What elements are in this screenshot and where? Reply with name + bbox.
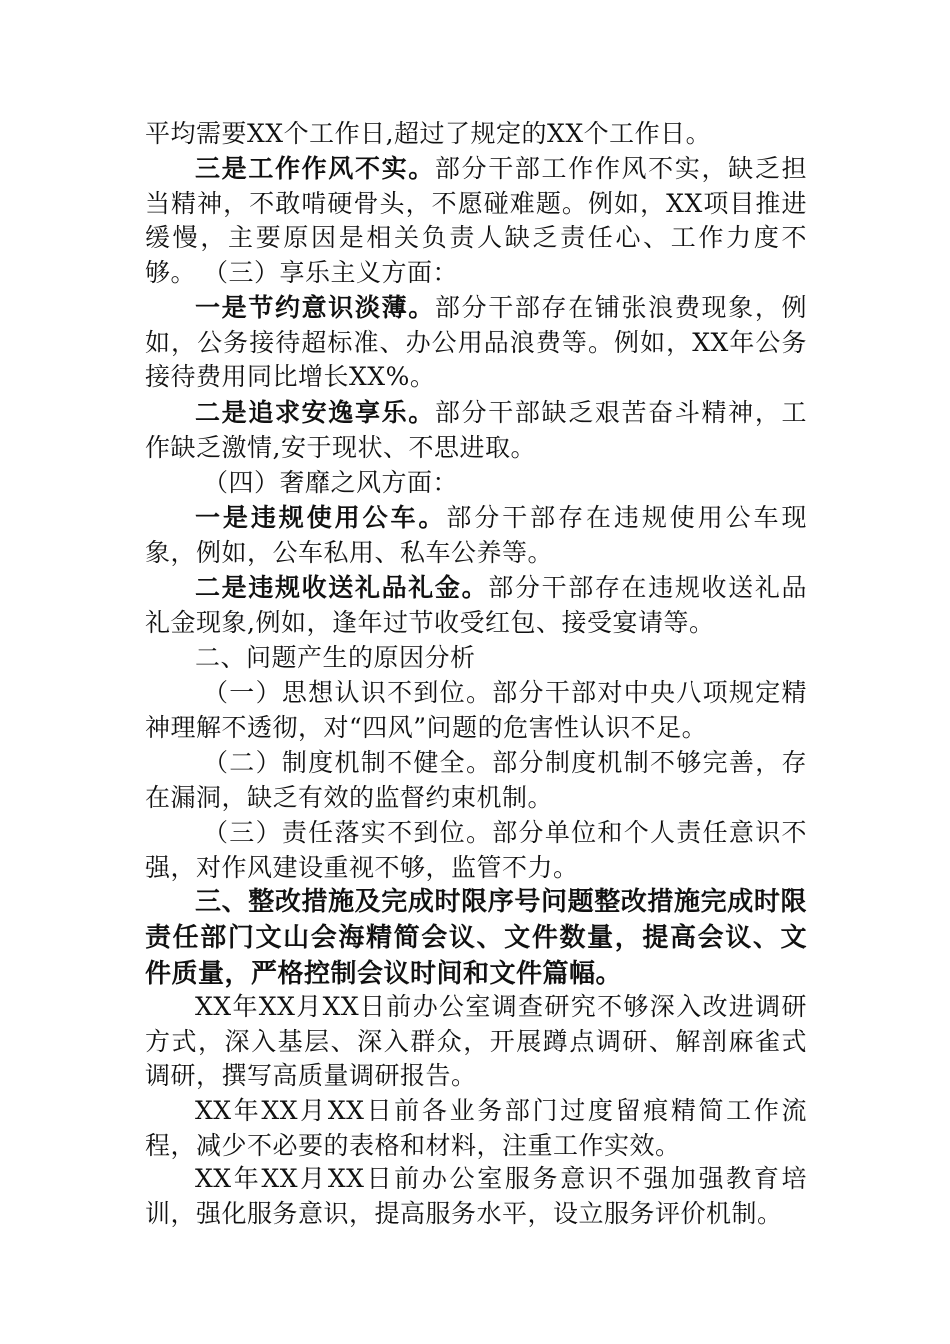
- paragraph-text: 部分干部存在违规使用公车现象，例如，公车私用、私车公养等。: [145, 503, 807, 567]
- paragraph-cause-thinking: [145, 676, 807, 745]
- paragraph-text: XX年XX月XX日前办公室调查研究不够深入改进调研方式，深入基层、深入群众，开展蹲点调研、解剖麻雀式调研，撰写高质量调研报告。: [145, 992, 807, 1090]
- paragraph-cause-responsibility: [145, 816, 807, 885]
- paragraph-measure-service: [145, 1162, 807, 1231]
- paragraph-text: 部分干部存在违规收送礼品礼金现象,例如，逢年过节收受红包、接受宴请等。: [145, 573, 807, 637]
- section-heading-text: （三）享乐主义方面：: [203, 258, 459, 287]
- paragraph-continuation: [145, 117, 807, 152]
- paragraph-comfort: [145, 396, 807, 465]
- paragraph-official-cars: [145, 501, 807, 570]
- paragraph-text: （三）责任落实不到位。部分单位和个人责任意识不强，对作风建设重视不够，监管不力。: [145, 818, 807, 882]
- paragraph-gifts: [145, 571, 807, 640]
- section-heading-hedonism: [145, 256, 807, 291]
- paragraph-text: 部分干部工作作风不实，缺乏担当精神，不敢啃硬骨头，不愿碰难题。例如，XX项目推进缓慢，主要原因是相关负责人缺乏责任心、工作力度不够。: [145, 154, 807, 287]
- paragraph-frugality: [145, 291, 807, 395]
- paragraph-text: XX年XX月XX日前各业务部门过度留痕精简工作流程，减少不必要的表格和材料，注重工作实效。: [145, 1096, 807, 1160]
- section-heading-causes: [145, 641, 807, 676]
- paragraph-lead: 三是工作作风不实。: [195, 154, 435, 183]
- section-heading-text: 三、整改措施及完成时限序号问题整改措施完成时限责任部门文山会海精简会议、文件数量，提高会议、文件质量，严格控制会议时间和文件篇幅。: [145, 887, 807, 989]
- paragraph-text: 部分干部存在铺张浪费现象，例如，公务接待超标准、办公用品浪费等。例如，XX年公务接待费用同比增长XX%。: [145, 293, 807, 391]
- section-heading-text: 二、问题产生的原因分析: [195, 643, 476, 672]
- section-heading-extravagance: [145, 466, 807, 501]
- paragraph-text: XX年XX月XX日前办公室服务意识不强加强教育培训，强化服务意识，提高服务水平，设立服务评价机制。: [145, 1164, 807, 1228]
- paragraph-cause-system: [145, 746, 807, 815]
- paragraph-text: 部分干部缺乏艰苦奋斗精神，工作缺乏激情,安于现状、不思进取。: [145, 398, 807, 462]
- paragraph-lead: 二是违规收送礼品礼金。: [195, 573, 489, 602]
- paragraph-measure-records: [145, 1094, 807, 1163]
- paragraph-lead: 二是追求安逸享乐。: [195, 398, 435, 427]
- paragraph-text: （一）思想认识不到位。部分干部对中央八项规定精神理解不透彻，对“四风”问题的危害性认识不足。: [145, 678, 807, 742]
- section-heading-measures: [145, 884, 807, 992]
- paragraph-lead: 一是节约意识淡薄。: [195, 293, 435, 322]
- paragraph-text: （二）制度机制不健全。部分制度机制不够完善，存在漏洞，缺乏有效的监督约束机制。: [145, 748, 807, 812]
- section-heading-text: （四）奢靡之风方面：: [203, 468, 459, 497]
- paragraph-lead: 一是违规使用公车。: [195, 503, 447, 532]
- paragraph-text: 平均需要XX个工作日,超过了规定的XX个工作日。: [145, 119, 712, 148]
- paragraph-measure-research: [145, 990, 807, 1094]
